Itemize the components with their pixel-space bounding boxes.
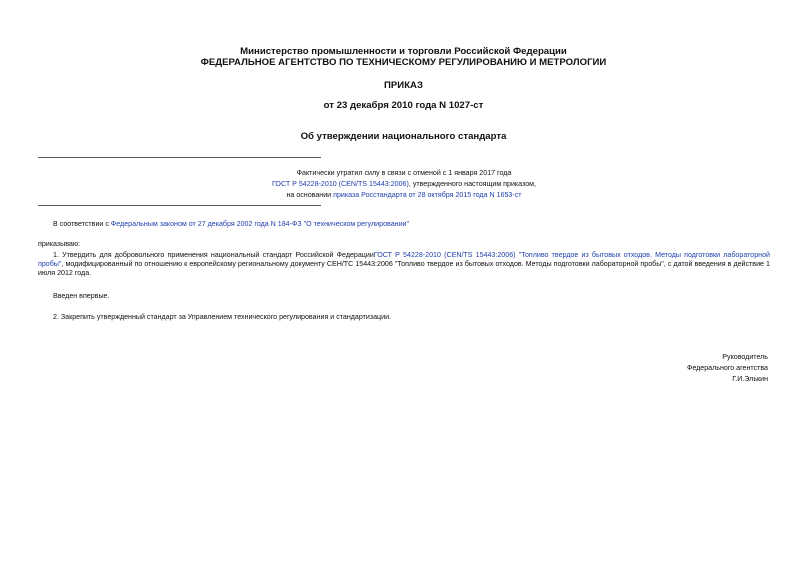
notice-line-1: Фактически утратил силу в связи с отменой с 1 января 2017 года xyxy=(296,169,512,177)
federal-law-link[interactable]: Федеральным законом от 27 декабря 2002 года N 184-ФЗ "О техническом регулировании" xyxy=(110,220,410,228)
doc-type: ПРИКАЗ xyxy=(384,80,423,91)
ministry-name: Министерство промышленности и торговли Российской Федерации xyxy=(240,46,567,57)
notice-standard-link[interactable]: ГОСТ Р 54228-2010 (CEN/TS 15443:2006) xyxy=(271,180,409,188)
divider-bottom xyxy=(38,205,321,206)
item-1-paragraph: 1. Утвердить для добровольного применения национальный стандарт Российской ФедерацииГОСТ Р 54228-2010 (CEN/TS 15443:2006) "Топливо твердое из бытовых отходов. Методы подготовки лабораторной пробы", модифицированный по отношению к европейскому региональному документу СЕН/ТС 15443:2006 "Топливо твердое из бытовых отходов. Методы подготовки лабораторной пробы", с датой введения в действие 1 июля 2012 года. xyxy=(38,251,770,277)
item-2-paragraph: 2. Закрепить утвержденный стандарт за Управлением технического регулирования и стандартизации. xyxy=(53,313,392,321)
signature-agency: Федерального агентства xyxy=(686,364,768,372)
gost-standard-link[interactable]: ГОСТ Р 54228-2010 (CEN/TS 15443:2006) "Топливо твердое из бытовых отходов. Методы подготовки лабораторной пробы" xyxy=(38,251,770,268)
agency-name: ФЕДЕРАЛЬНОЕ АГЕНТСТВО ПО ТЕХНИЧЕСКОМУ РЕГУЛИРОВАНИЮ И МЕТРОЛОГИИ xyxy=(200,57,607,68)
signature-name: Г.И.Элькин xyxy=(732,375,768,383)
signature-position: Руководитель xyxy=(722,353,768,361)
order-word: приказываю: xyxy=(38,240,81,248)
notice-line-2: ГОСТ Р 54228-2010 (CEN/TS 15443:2006), утвержденного настоящим приказом, xyxy=(271,180,537,188)
notice-order-link[interactable]: приказа Росстандарта от 28 октября 2015 года N 1653-ст xyxy=(333,191,522,199)
notice-line-3: на основании приказа Росстандарта от 28 октября 2015 года N 1653-ст xyxy=(286,191,522,199)
basis-paragraph: В соответствии с Федеральным законом от 27 декабря 2002 года N 184-ФЗ "О техническом регулировании" xyxy=(53,220,410,228)
doc-title: Об утверждении национального стандарта xyxy=(300,131,507,142)
divider-top xyxy=(38,157,321,158)
introduced-note: Введен впервые. xyxy=(53,292,110,300)
doc-date-number: от 23 декабря 2010 года N 1027-ст xyxy=(323,100,484,111)
